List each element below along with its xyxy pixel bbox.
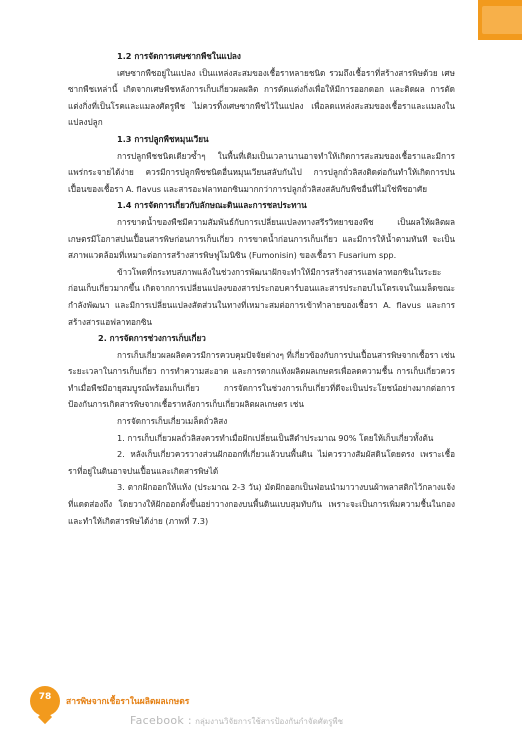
paragraph: การจัดการเก็บเกี่ยวเมล็ดถั่วลิสง bbox=[117, 416, 228, 427]
list-item: 2. หลังเก็บเกี่ยวควรวางส่วนฝักออกที่เกี่ยวแล้วบนพื้นดิน ไม่ควรวางสัมผัสดินโดยตรง เพราะเชื้อราที่อยู่ในดินอาจปนเปื้อนและเกิดสารพิษได้ bbox=[68, 449, 455, 476]
paragraph: เศษซากพืชอยู่ในแปลง เป็นแหล่งสะสมของเชื้อราหลายชนิด รวมถึงเชื้อราที่สร้างสารพิษด้วย เศษซากพืชเหล่านี้ เกิดจากเศษพืชหลังการเก็บเกี่ยวผลผลิต การตัดแต่งกิ่งเพื่อให้มีการออกดอก และติดผล การตัดแต่งกิ่งที่เป็นโรคและแมลงศัตรูพืช ไม่ควรทิ้งเศษซากพืชไว้ในแปลง เพื่อลดแหล่งสะสมของเชื้อราและแมลงในแปลงปลูก bbox=[68, 67, 455, 128]
paragraph: การขาดน้ำของพืชมีความสัมพันธ์กับการเปลี่ยนแปลงทางสรีรวิทยาของพืช เป็นผลให้ผลิตผลเกษตรมีโอกาสปนเปื้อนสารพิษก่อนการเก็บเกี่ยว การขาดน้ำก่อนการเก็บเกี่ยว และมีการให้น้ำตามทันที จะเป็นสภาพแวดล้อมที่เหมาะต่อการสร้างสารพิษฟูโมนิซิน (Fumonisin) ของเชื้อรา Fusarium spp. bbox=[68, 216, 455, 261]
facebook-label: Facebook : bbox=[130, 714, 192, 727]
facebook-watermark bbox=[130, 714, 470, 728]
page-number-badge bbox=[30, 686, 60, 716]
page-number: 78 bbox=[38, 692, 52, 702]
body-text bbox=[68, 48, 455, 529]
facebook-text: กลุ่มงานวิจัยการใช้สารป้องกันกำจัดศัตรูพืช bbox=[195, 717, 344, 726]
list-item: 3. ตากฝักออกให้แห้ง (ประมาณ 2-3 วัน) มัดฝักออกเป็นฟ่อนนำมาวางบนผ้าพลาสติกไว้กลางแจ้งที่แดดส่องถึง โดยวางให้ฝักออกตั้งขึ้นอย่าวางกองบนพื้นดินแบบสุมทับกัน เพราะจะเป็นการเพิ่มความชื้นในกองและทำให้เกิดสารพิษได้ง่าย (ภาพที่ 7.3) bbox=[68, 482, 455, 526]
heading-1-3: 1.3 การปลูกพืชหมุนเวียน bbox=[117, 133, 209, 144]
book-title: สารพิษจากเชื้อราในผลิตผลเกษตร bbox=[66, 697, 190, 707]
badge-tail bbox=[38, 710, 52, 724]
paragraph: การปลูกพืชชนิดเดียวซ้ำๆ ในพื้นที่เดิมเป็นเวลานานอาจทำให้เกิดการสะสมของเชื้อราและมีการแพร่กระจายได้ง่าย ควรมีการปลูกพืชชนิดอื่นหมุนเวียนสลับกันไป การปลูกถั่วลิสงติดต่อกันทำให้เกิดการปนเปื้อนของเชื้อรา A. flavus และสารอะฟลาทอกซินมากกว่าการปลูกถั่วลิสงสลับกับพืชอื่นที่ไม่ใช่พืชอาศัย bbox=[68, 150, 455, 194]
heading-2: 2. การจัดการช่วงการเก็บเกี่ยว bbox=[98, 333, 206, 344]
corner-tab-notch bbox=[482, 6, 522, 34]
page-corner-tab bbox=[478, 0, 522, 40]
paragraph: ข้าวโพดที่กระทบสภาพแล้งในช่วงการพัฒนาฝักจะทำให้มีการสร้างสารแอฟลาทอกซินในระยะก่อนเก็บเกี่ยวมากขึ้น เกิดจากการเปลี่ยนแปลงของสารประกอบคาร์บอนและสารประกอบไนโตรเจนในเมล็ดขณะกำลังพัฒนา และมีการเปลี่ยนแปลงสัดส่วนในทางที่เหมาะสมต่อการเข้าทำลายของเชื้อรา A. flavus และการสร้างสารแอฟลาทอกซิน bbox=[68, 266, 455, 327]
list-item: 1. การเก็บเกี่ยวผลถั่วลิสงควรทำเมื่อฝักเปลี่ยนเป็นสีดำประมาณ 90% โดยให้เก็บเกี่ยวทั้งต้น bbox=[117, 432, 434, 443]
heading-1-2: 1.2 การจัดการเศษซากพืชในแปลง bbox=[117, 51, 241, 61]
heading-1-4: 1.4 การจัดการเกี่ยวกับลักษณะดินและการชลประทาน bbox=[117, 200, 307, 211]
paragraph: การเก็บเกี่ยวผลผลิตควรมีการควบคุมปัจจัยต่างๆ ที่เกี่ยวข้องกับการปนเปื้อนสารพิษจากเชื้อรา เช่น ระยะเวลาในการเก็บเกี่ยว การทำความสะอาด และการตากแห้งผลิตผลเกษตรเพื่อลดความชื้น การเก็บเกี่ยวควรทำเมื่อพืชมีอายุสมบูรณ์พร้อมเก็บเกี่ยว การจัดการในช่วงการเก็บเกี่ยวที่ดีจะเป็นประโยชน์อย่างมากต่อการป้องกันการเกิดสารพิษจากเชื้อราหลังการเก็บเกี่ยวผลิตผลเกษตร เช่น bbox=[68, 349, 455, 410]
